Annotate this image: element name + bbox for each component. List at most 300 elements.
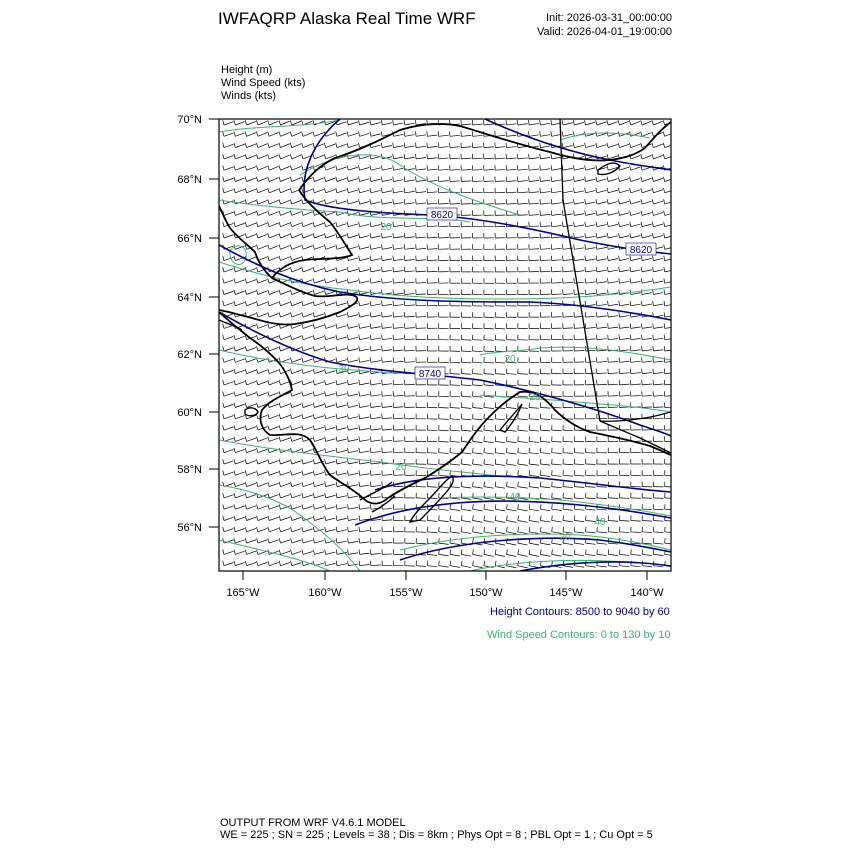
wind-barb-flag bbox=[245, 278, 246, 283]
wind-barb bbox=[292, 370, 301, 373]
wind-barb bbox=[337, 337, 347, 340]
wind-barb-flag bbox=[642, 335, 643, 340]
wind-barb-flag bbox=[290, 154, 292, 159]
wind-barb-flag bbox=[596, 222, 597, 227]
wind-barb bbox=[235, 540, 244, 543]
wind-barb-flag bbox=[359, 335, 360, 340]
wind-barb bbox=[473, 351, 483, 352]
wind-barb bbox=[281, 404, 290, 407]
wind-barb-flag bbox=[652, 222, 653, 227]
wind-barb bbox=[586, 498, 596, 499]
wind-barb-flag bbox=[223, 346, 224, 351]
wind-barb-flag bbox=[359, 538, 360, 543]
wind-barb-flag bbox=[336, 391, 337, 396]
wind-barb-flag bbox=[313, 267, 314, 272]
wind-barb-flag bbox=[313, 380, 314, 385]
wind-barb-flag bbox=[347, 211, 348, 216]
wind-barb bbox=[269, 212, 278, 216]
wind-barb bbox=[247, 291, 256, 295]
wind-barb bbox=[337, 416, 347, 418]
wind-barb-flag bbox=[664, 256, 665, 261]
wind-barb-flag bbox=[268, 324, 269, 329]
wind-barb-flag bbox=[630, 335, 631, 340]
wind-barb bbox=[348, 417, 358, 419]
wind-barb-flag bbox=[257, 550, 258, 555]
wind-barb-flag bbox=[290, 437, 291, 442]
wind-barb bbox=[597, 270, 607, 272]
wind-barb bbox=[608, 384, 618, 385]
wind-barb bbox=[540, 271, 550, 272]
wind-barb-flag bbox=[256, 391, 257, 396]
wind-barb bbox=[348, 179, 358, 182]
wind-barb-flag bbox=[663, 188, 664, 193]
wind-barb-flag bbox=[223, 448, 224, 453]
wind-barb-flag bbox=[324, 290, 325, 295]
wind-barb-flag bbox=[268, 278, 269, 283]
wind-barb-flag bbox=[473, 459, 474, 464]
wind-barb bbox=[326, 518, 336, 520]
wind-barb bbox=[631, 315, 641, 317]
wind-barb bbox=[653, 235, 663, 238]
wind-barb-flag bbox=[540, 549, 541, 554]
wind-barb bbox=[597, 225, 607, 227]
wind-barb bbox=[574, 202, 584, 204]
wind-barb bbox=[281, 381, 290, 384]
wind-barb-flag bbox=[336, 516, 337, 521]
wind-barb bbox=[281, 200, 290, 204]
wind-barb-flag bbox=[652, 256, 653, 261]
wind-barb bbox=[473, 374, 483, 375]
wind-barb-flag bbox=[381, 177, 382, 182]
wind-barb bbox=[597, 304, 607, 305]
wind-barb bbox=[563, 316, 573, 317]
wind-barb bbox=[631, 395, 641, 396]
wind-barb bbox=[382, 168, 392, 170]
wind-barb bbox=[394, 157, 404, 159]
wind-barb bbox=[608, 122, 617, 125]
wind-barb bbox=[620, 304, 630, 306]
wind-barb bbox=[653, 350, 663, 351]
wind-barb-flag bbox=[290, 391, 291, 396]
wind-barb bbox=[450, 158, 460, 159]
wind-barb bbox=[620, 316, 630, 318]
wind-barb bbox=[281, 314, 290, 318]
wind-barb bbox=[653, 395, 663, 396]
wind-barb-flag bbox=[313, 550, 314, 555]
wind-barb bbox=[586, 270, 596, 271]
wind-barb bbox=[224, 167, 233, 170]
wind-barb-flag bbox=[234, 550, 235, 555]
wind-barb-flag bbox=[257, 414, 258, 419]
wind-barb bbox=[495, 374, 505, 375]
wind-barb bbox=[326, 416, 336, 419]
wind-barb-flag bbox=[359, 188, 360, 193]
wind-barb-flag bbox=[245, 369, 246, 374]
wind-barb bbox=[394, 316, 404, 317]
wind-barb bbox=[235, 483, 244, 486]
wind-barb bbox=[360, 304, 370, 306]
wind-barb-flag bbox=[268, 120, 270, 125]
wind-barb bbox=[574, 509, 584, 510]
wind-barb-flag bbox=[461, 470, 462, 475]
wind-barb-flag bbox=[279, 471, 280, 476]
wind-barb bbox=[258, 155, 267, 159]
wind-barb bbox=[382, 440, 392, 441]
wind-barb bbox=[518, 203, 528, 204]
wind-barb-flag bbox=[245, 358, 246, 363]
wind-barb bbox=[563, 294, 573, 295]
wind-barb-flag bbox=[619, 267, 620, 272]
wind-barb-flag bbox=[268, 391, 269, 396]
wind-barb bbox=[642, 395, 652, 396]
wind-barb-flag bbox=[257, 448, 258, 453]
wind-barb bbox=[405, 237, 415, 238]
wind-barb bbox=[348, 201, 358, 204]
wind-barb bbox=[439, 543, 449, 544]
wind-barb-flag bbox=[585, 290, 586, 295]
wind-barb-flag bbox=[641, 290, 642, 295]
wind-barb-flag bbox=[574, 549, 575, 554]
wind-barb-flag bbox=[245, 301, 246, 306]
wind-barb-flag bbox=[359, 527, 360, 532]
wind-barb bbox=[360, 372, 370, 374]
wind-barb-flag bbox=[279, 177, 281, 182]
wind-barb bbox=[394, 339, 404, 340]
wind-barb bbox=[642, 509, 652, 510]
wind-barb bbox=[360, 530, 370, 531]
wind-barb-flag bbox=[290, 143, 292, 148]
wind-barb bbox=[348, 122, 358, 125]
wind-barb bbox=[620, 144, 629, 147]
wind-barb bbox=[235, 517, 244, 520]
wind-barb bbox=[574, 521, 584, 522]
wind-barb bbox=[337, 462, 347, 464]
wind-barb-flag bbox=[325, 403, 326, 408]
wind-barb bbox=[360, 553, 370, 554]
wind-barb bbox=[439, 135, 449, 136]
wind-barb bbox=[473, 498, 483, 500]
wind-barb bbox=[394, 248, 404, 249]
wind-barb bbox=[281, 461, 290, 464]
wind-barb bbox=[597, 509, 607, 510]
wind-barb-flag bbox=[268, 459, 269, 464]
wind-barb bbox=[495, 532, 505, 534]
wind-barb-flag bbox=[279, 425, 280, 430]
wind-barb-flag bbox=[325, 516, 326, 521]
wind-barb-flag bbox=[596, 177, 597, 182]
wind-barb-flag bbox=[302, 358, 303, 363]
height-contour-labels bbox=[415, 208, 656, 380]
wind-barb-flag bbox=[393, 199, 394, 204]
wind-barb bbox=[360, 485, 370, 487]
wind-barb bbox=[631, 144, 640, 147]
wind-barb bbox=[450, 498, 460, 499]
lon-label-150w: 150°W bbox=[469, 587, 503, 599]
wind-barb-flag bbox=[551, 131, 552, 136]
wind-barb bbox=[620, 281, 630, 283]
wind-barb bbox=[348, 224, 358, 227]
wind-barb bbox=[597, 122, 606, 125]
wind-barb-flag bbox=[256, 335, 257, 340]
wind-barb bbox=[303, 348, 312, 351]
wind-barb bbox=[473, 135, 483, 136]
wind-barb bbox=[281, 562, 290, 565]
wind-barb bbox=[461, 135, 471, 136]
wind-barb-flag bbox=[495, 504, 496, 509]
wind-barb-flag bbox=[291, 527, 292, 532]
wind-barb bbox=[631, 521, 641, 522]
wind-barb bbox=[314, 416, 324, 419]
wind-barb-flag bbox=[507, 527, 508, 532]
wind-barb bbox=[405, 146, 415, 148]
wind-barb bbox=[529, 192, 539, 193]
wind-barb bbox=[235, 551, 244, 554]
wind-barb-flag bbox=[393, 188, 394, 193]
wind-barb bbox=[247, 551, 256, 554]
wind-barb bbox=[653, 144, 662, 148]
wind-barb bbox=[314, 393, 324, 396]
wind-barb bbox=[281, 529, 290, 532]
wind-barb bbox=[269, 461, 278, 464]
wind-barb-flag bbox=[359, 403, 360, 408]
wind-barb bbox=[281, 325, 290, 329]
wind-barb-flag bbox=[234, 538, 235, 543]
wind-barb-flag bbox=[585, 165, 586, 170]
wind-barb-flag bbox=[325, 380, 326, 385]
wind-barb bbox=[394, 361, 404, 362]
wind-barb-flag bbox=[461, 516, 462, 521]
wind-barb bbox=[224, 382, 233, 385]
lon-label-145w: 145°W bbox=[549, 587, 583, 599]
wind-barb bbox=[258, 189, 267, 193]
wind-barb-flag bbox=[495, 482, 496, 487]
wind-barb bbox=[348, 553, 358, 555]
wind-barb-flag bbox=[302, 403, 303, 408]
wind-barb-flag bbox=[234, 527, 235, 532]
wind-barb bbox=[292, 404, 301, 407]
height-contours bbox=[219, 119, 671, 571]
wind-barb-flag bbox=[268, 448, 269, 453]
wind-barb-flag bbox=[585, 222, 586, 227]
wind-barb bbox=[360, 213, 370, 216]
wind-barb-flag bbox=[607, 143, 608, 148]
wind-barb bbox=[495, 135, 505, 136]
wind-barb bbox=[281, 472, 290, 475]
wind-barb-flag bbox=[585, 210, 586, 215]
wind-barb-flag bbox=[279, 222, 280, 227]
wind-barb bbox=[495, 464, 505, 465]
wind-barb bbox=[269, 495, 278, 498]
wind-barb bbox=[642, 201, 652, 204]
wind-barb-flag bbox=[382, 346, 383, 351]
wind-barb-flag bbox=[290, 132, 292, 137]
wind-barb bbox=[303, 404, 312, 407]
wind-barb bbox=[529, 237, 539, 238]
wind-barb-flag bbox=[518, 527, 519, 532]
wind-barb bbox=[314, 552, 324, 555]
wind-barb-flag bbox=[313, 222, 314, 227]
wind-barb-flag bbox=[268, 188, 270, 193]
wind-barb bbox=[473, 147, 483, 148]
wind-barb-flag bbox=[562, 210, 563, 215]
wind-barb bbox=[495, 169, 505, 170]
wind-barb-flag bbox=[234, 222, 235, 227]
wind-barb-flag bbox=[348, 516, 349, 521]
wind-barb-flag bbox=[529, 549, 530, 554]
wind-barb-flag bbox=[382, 256, 383, 261]
wind-barb bbox=[473, 566, 483, 568]
wind-barb-flag bbox=[302, 482, 303, 487]
wind-barb bbox=[224, 133, 233, 136]
wind-barb bbox=[563, 282, 573, 283]
wind-barb bbox=[326, 133, 335, 137]
wind-barb bbox=[665, 554, 675, 555]
wind-barb-flag bbox=[313, 290, 314, 295]
wind-barb bbox=[348, 564, 358, 566]
wind-barb bbox=[653, 361, 663, 362]
wind-barb-flag bbox=[596, 211, 597, 216]
wind-barb-flag bbox=[257, 516, 258, 521]
wind-barb-flag bbox=[268, 132, 270, 137]
wind-barb bbox=[450, 385, 460, 386]
wind-barb bbox=[247, 427, 256, 430]
wind-barb-flag bbox=[507, 470, 508, 475]
wind-barb-flag bbox=[268, 561, 269, 566]
wind-barb bbox=[507, 464, 517, 465]
wind-barb bbox=[281, 427, 290, 430]
wind-barb bbox=[258, 562, 267, 565]
wind-barb bbox=[597, 259, 607, 261]
wind-barb bbox=[495, 521, 505, 523]
wind-barb bbox=[303, 314, 312, 317]
wind-barb bbox=[540, 123, 550, 125]
wind-barb bbox=[608, 270, 618, 272]
wind-barb-flag bbox=[234, 290, 235, 295]
wind-barb bbox=[371, 190, 381, 192]
wind-barb bbox=[665, 396, 675, 397]
wind-barb-flag bbox=[540, 143, 541, 148]
wind-barb-flag bbox=[279, 482, 280, 487]
wind-barb bbox=[608, 327, 618, 328]
wind-barb bbox=[371, 327, 381, 329]
wind-barb bbox=[473, 385, 483, 386]
wind-barb-flag bbox=[381, 143, 382, 148]
wind-barb bbox=[574, 145, 584, 147]
wind-barb-flag bbox=[495, 561, 496, 566]
wind-barb-flag bbox=[358, 143, 359, 148]
wind-barb-flag bbox=[574, 210, 575, 215]
wind-barb-flag bbox=[313, 357, 314, 362]
wind-barb-flag bbox=[641, 211, 642, 216]
wind-barb bbox=[405, 350, 415, 351]
wind-barb bbox=[371, 485, 381, 486]
wind-barb-flag bbox=[653, 290, 654, 295]
wind-barb bbox=[540, 453, 550, 454]
wind-barb bbox=[563, 180, 573, 182]
wind-barb-flag bbox=[382, 267, 383, 272]
wind-barb-flag bbox=[552, 516, 553, 521]
wind-barb-flag bbox=[223, 471, 224, 476]
wind-barb bbox=[586, 122, 596, 125]
wind-barb-flag bbox=[652, 188, 653, 193]
wind-barb-flag bbox=[268, 369, 269, 374]
wind-barb-flag bbox=[585, 244, 586, 249]
lat-label-70n: 70°N bbox=[177, 114, 202, 126]
wind-barb-flag bbox=[461, 561, 462, 566]
wind-barb-flag bbox=[552, 561, 553, 566]
wind-barb-flag bbox=[234, 482, 235, 487]
wind-barb bbox=[382, 418, 392, 419]
wind-barb bbox=[269, 415, 278, 418]
wind-barb-flag bbox=[427, 131, 428, 136]
wind-barb bbox=[292, 336, 301, 339]
wind-barb bbox=[382, 236, 392, 238]
wind-barb bbox=[348, 473, 358, 475]
wind-barb bbox=[427, 158, 437, 159]
wind-barb bbox=[292, 212, 301, 216]
wind-barb bbox=[326, 246, 335, 249]
wind-barb-flag bbox=[279, 166, 281, 171]
wind-barb-flag bbox=[404, 154, 405, 159]
wind-barb-flag bbox=[664, 199, 665, 204]
wind-barb bbox=[235, 438, 244, 441]
wind-barb bbox=[461, 362, 471, 363]
wind-barb bbox=[314, 178, 323, 182]
lat-label-68n: 68°N bbox=[177, 174, 202, 186]
wind-barb-flag bbox=[268, 222, 269, 227]
wind-barb bbox=[518, 532, 528, 534]
wind-barb-flag bbox=[596, 290, 597, 295]
wind-barb-flag bbox=[574, 244, 575, 249]
wind-barb-flag bbox=[223, 414, 224, 419]
wind-barb bbox=[269, 325, 278, 329]
wind-barb bbox=[247, 201, 256, 205]
wind-barb bbox=[326, 303, 336, 306]
wind-barb-flag bbox=[279, 143, 281, 148]
wind-barb bbox=[258, 325, 267, 329]
wind-barb bbox=[586, 248, 596, 250]
wind-barb bbox=[337, 428, 347, 430]
wind-barb-flag bbox=[257, 403, 258, 408]
wind-barb bbox=[529, 521, 539, 523]
wind-barb-flag bbox=[302, 211, 303, 216]
wind-label-1: 20 bbox=[380, 222, 392, 233]
winds-field-label: Winds (kts) bbox=[221, 90, 276, 102]
wind-barb-flag bbox=[382, 335, 383, 340]
wind-barb bbox=[247, 133, 256, 137]
wind-barb-flag bbox=[302, 550, 303, 555]
wind-barb-flag bbox=[313, 493, 314, 498]
wind-barb-flag bbox=[653, 301, 654, 306]
wind-barb bbox=[235, 167, 244, 170]
wind-barb-flag bbox=[313, 324, 314, 329]
wind-barb-flag bbox=[234, 346, 235, 351]
wind-barb bbox=[507, 521, 517, 523]
wind-barb bbox=[608, 521, 618, 522]
wind-barb bbox=[563, 214, 573, 216]
wind-barb bbox=[495, 487, 505, 489]
wind-barb bbox=[371, 259, 381, 261]
wind-barb bbox=[303, 302, 312, 305]
wind-barb bbox=[326, 507, 336, 509]
wind-barb bbox=[382, 452, 392, 453]
wind-barb-flag bbox=[234, 267, 235, 272]
wind-barb-flag bbox=[393, 120, 394, 125]
wind-barb-flag bbox=[641, 143, 642, 148]
wind-barb bbox=[540, 146, 550, 148]
wind-barb bbox=[394, 134, 404, 136]
wind-barb bbox=[314, 518, 324, 521]
